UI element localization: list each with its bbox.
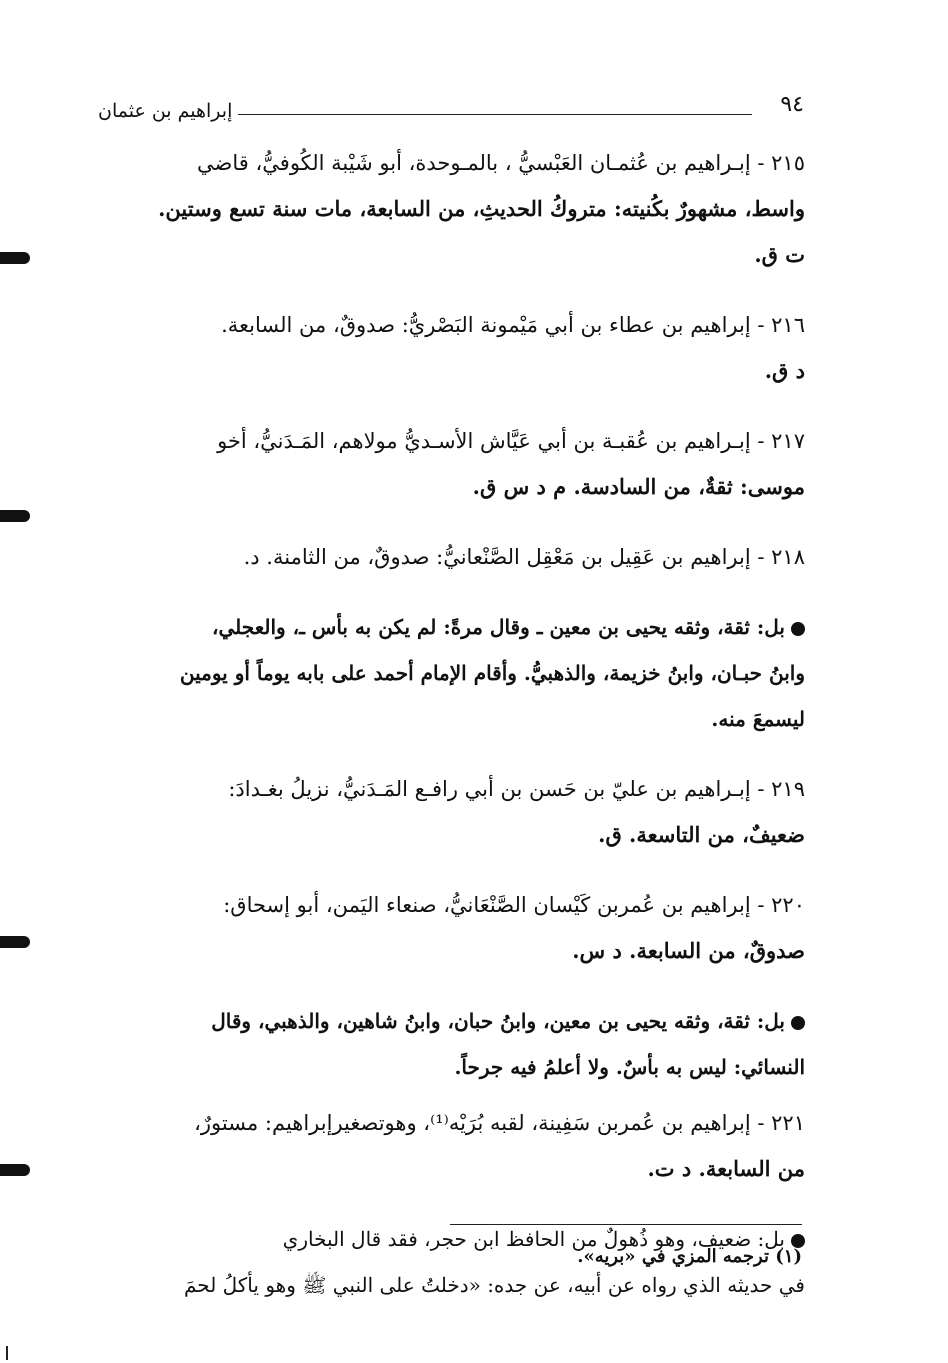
- bullet-icon: [791, 622, 805, 636]
- margin-mark: [0, 252, 30, 264]
- comment-line: النسائي: ليس به بأسٌ. ولا أعلمُ فيه جرحاً.: [454, 1055, 805, 1079]
- margin-mark: [0, 510, 30, 522]
- entry-line: صدوقٌ، من السابعة. د س.: [572, 938, 805, 963]
- comment-line: بل: ضعيف، وهو ذُهولٌ من الحافظ ابن حجر، فقد قال البخاري: [282, 1227, 785, 1251]
- bullet-icon: [791, 1016, 805, 1030]
- running-title: إبراهيم بن عثمان: [98, 100, 233, 122]
- margin-mark: [0, 936, 30, 948]
- comment-line: في حديثه الذي رواه عن أبيه، عن جده: «دخلتُ على النبي ﷺ وهو يأكلُ لحمَ: [183, 1273, 805, 1297]
- comment-218: [100, 604, 805, 742]
- corner-mark: [6, 1346, 8, 1360]
- entry-line: - إبراهيم بن عَقِيل بن مَعْقِل الصَّنْعانيُّ: صدوقٌ، من الثامنة. د.: [243, 545, 765, 569]
- entry-line: - إبـراهيم بن عليّ بن حَسن بن أبي رافـع المَـدَنيُّ، نزيلُ بغـدادَ:: [228, 777, 765, 801]
- entry-number: ٢٢١: [771, 1111, 805, 1135]
- margin-mark: [0, 1164, 30, 1176]
- entry-number: ٢١٧: [771, 429, 805, 453]
- entry-line: - إبـراهيم بن عُثمـان العَبْسيُّ ، بالمـوحدة، أبو شَيْبة الكُوفيُّ، قاضي: [197, 151, 765, 175]
- comment-line: بل: ثقة، وثقه يحيى بن معين، وابنُ حبان، وابنُ شاهين، والذهبي، وقال: [211, 1009, 785, 1033]
- entry-line: ت ق.: [754, 242, 805, 267]
- entry-number: ٢١٦: [771, 313, 805, 337]
- entry-line: - إبـراهيم بن عُقبـة بن أبي عَيَّاش الأسـديُّ مولاهم، المَـدَنيُّ، أخو: [217, 429, 765, 453]
- entry-217: [100, 418, 805, 510]
- entry-number: ٢١٨: [771, 545, 805, 569]
- entry-line: ضعيفٌ، من التاسعة. ق.: [598, 822, 805, 847]
- entry-215: [100, 140, 805, 278]
- comment-line: ليسمعَ منه.: [711, 707, 805, 731]
- entry-number: ٢١٩: [771, 777, 805, 801]
- page-number: ٩٤: [780, 92, 804, 117]
- entry-220: [100, 882, 805, 974]
- entry-216: [100, 302, 805, 394]
- entry-line: د ق.: [764, 358, 805, 383]
- entry-219: [100, 766, 805, 858]
- entry-218: [100, 534, 805, 580]
- comment-220: [100, 998, 805, 1090]
- page-header: [98, 92, 804, 128]
- entry-number: ٢٢٠: [771, 893, 805, 917]
- entry-line: موسى: ثقةٌ، من السادسة. م د س ق.: [472, 474, 805, 499]
- entries-list: [100, 140, 805, 1308]
- entry-line: - إبراهيم بن عطاء بن أبي مَيْمونة البَصْريُّ: صدوقٌ، من السابعة.: [221, 313, 765, 337]
- comment-line: بل: ثقة، وثقه يحيى بن معين ـ وقال مرةً: لم يكن به بأس ـ، والعجلي،: [212, 615, 785, 639]
- header-rule: [238, 114, 752, 115]
- comment-line: وابنُ حبـان، وابنُ خزيمة، والذهبيُّ. وأقام الإمام أحمد على بابه يوماً أو يومين: [179, 661, 805, 685]
- footnote-rule: [450, 1224, 802, 1225]
- footnote: (١) ترجمه المزي في «بريه».: [577, 1246, 802, 1267]
- entry-line: - إبراهيم بن عُمربن كَيْسان الصَّنْعَانيُّ، صنعاء اليَمن، أبو إسحاق:: [223, 893, 765, 917]
- entry-number: ٢١٥: [771, 151, 805, 175]
- entry-221: [100, 1100, 805, 1192]
- entry-line: - إبراهيم بن عُمربن سَفِينة، لقبه بُرَيْه⁽¹⁾، وهوتصغيرإبراهيم: مستورٌ،: [194, 1111, 765, 1135]
- entry-line: واسط، مشهورٌ بكُنيته: متروكُ الحديثِ، من السابعة، مات سنة تسع وستين.: [158, 196, 805, 221]
- entry-line: من السابعة. د ت.: [647, 1156, 805, 1181]
